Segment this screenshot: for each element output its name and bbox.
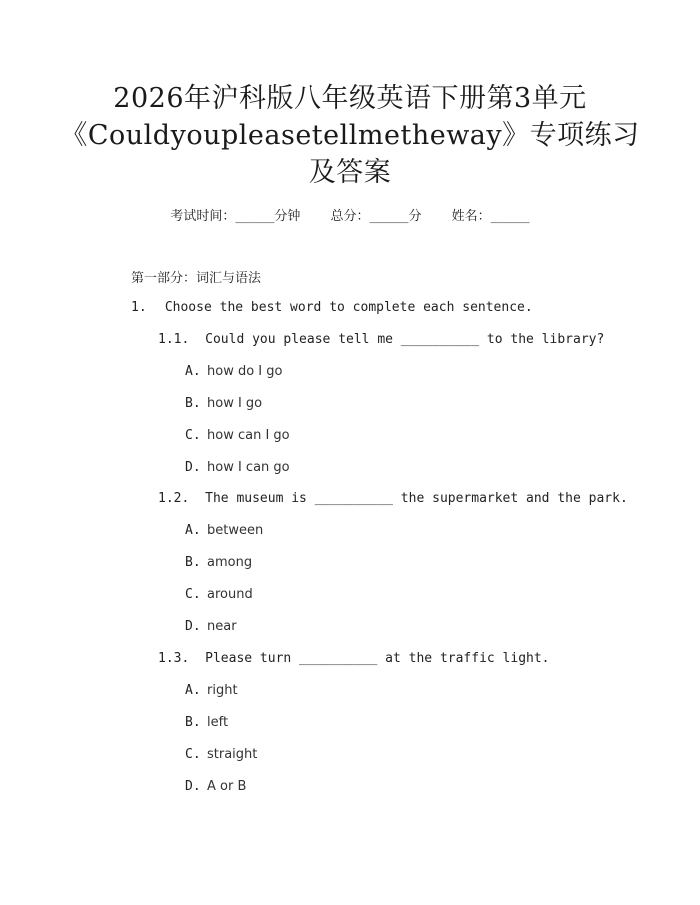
sub-question-text: Please turn __________ at the traffic light.	[205, 651, 550, 666]
option-letter: A.	[185, 523, 201, 538]
question-number: 1.	[131, 300, 147, 315]
document-title	[60, 80, 640, 191]
title-line-2: 《Couldyoupleasetellmetheway》专项练习	[60, 120, 640, 151]
section-heading: 第一部分：词汇与语法	[131, 271, 262, 286]
exam-score: 总分：______分	[330, 209, 422, 224]
option-1-2-c	[185, 587, 253, 602]
option-letter: A.	[185, 683, 201, 698]
option-text: right	[207, 683, 238, 698]
sub-question-1-2	[158, 491, 628, 506]
sub-question-1-1	[158, 332, 604, 347]
exam-time: 考试时间：______分钟	[170, 209, 301, 224]
option-1-3-b	[185, 715, 228, 730]
option-1-3-a	[185, 683, 238, 698]
option-text: near	[207, 619, 237, 634]
option-letter: B.	[185, 396, 201, 411]
option-letter: B.	[185, 555, 201, 570]
option-letter: B.	[185, 715, 201, 730]
option-1-3-d	[185, 779, 246, 794]
option-1-1-d	[185, 460, 290, 475]
sub-question-number: 1.2.	[158, 491, 190, 506]
question-1	[131, 300, 533, 315]
option-letter: C.	[185, 747, 201, 762]
option-text: how I go	[207, 396, 263, 411]
option-1-1-b	[185, 396, 262, 411]
option-1-2-b	[185, 555, 252, 570]
sub-question-number: 1.3.	[158, 651, 190, 666]
option-text: how do I go	[207, 364, 283, 379]
sub-question-text: Could you please tell me __________ to the library?	[205, 332, 605, 347]
option-text: how I can go	[207, 460, 290, 475]
option-1-1-a	[185, 364, 282, 379]
option-letter: C.	[185, 587, 201, 602]
option-1-3-c	[185, 747, 257, 762]
option-1-1-c	[185, 428, 290, 443]
sub-question-number: 1.1.	[158, 332, 190, 347]
student-name: 姓名：______	[451, 209, 530, 224]
title-line-3: 及答案	[308, 157, 392, 188]
option-text: A or B	[207, 779, 247, 794]
option-letter: A.	[185, 364, 201, 379]
option-text: among	[207, 555, 253, 570]
question-instruction: Choose the best word to complete each sentence.	[164, 300, 533, 315]
option-1-2-a	[185, 523, 263, 538]
option-letter: D.	[185, 460, 201, 475]
option-text: between	[207, 523, 264, 538]
option-text: around	[207, 587, 253, 602]
title-line-1: 2026年沪科版八年级英语下册第3单元	[113, 83, 587, 114]
sub-question-1-3	[158, 651, 550, 666]
option-1-2-d	[185, 619, 237, 634]
option-letter: D.	[185, 619, 201, 634]
option-letter: C.	[185, 428, 201, 443]
option-letter: D.	[185, 779, 201, 794]
option-text: how can I go	[207, 428, 290, 443]
sub-question-text: The museum is __________ the supermarket and the park.	[205, 491, 628, 506]
option-text: left	[207, 715, 229, 730]
option-text: straight	[207, 747, 258, 762]
exam-info	[0, 205, 700, 224]
